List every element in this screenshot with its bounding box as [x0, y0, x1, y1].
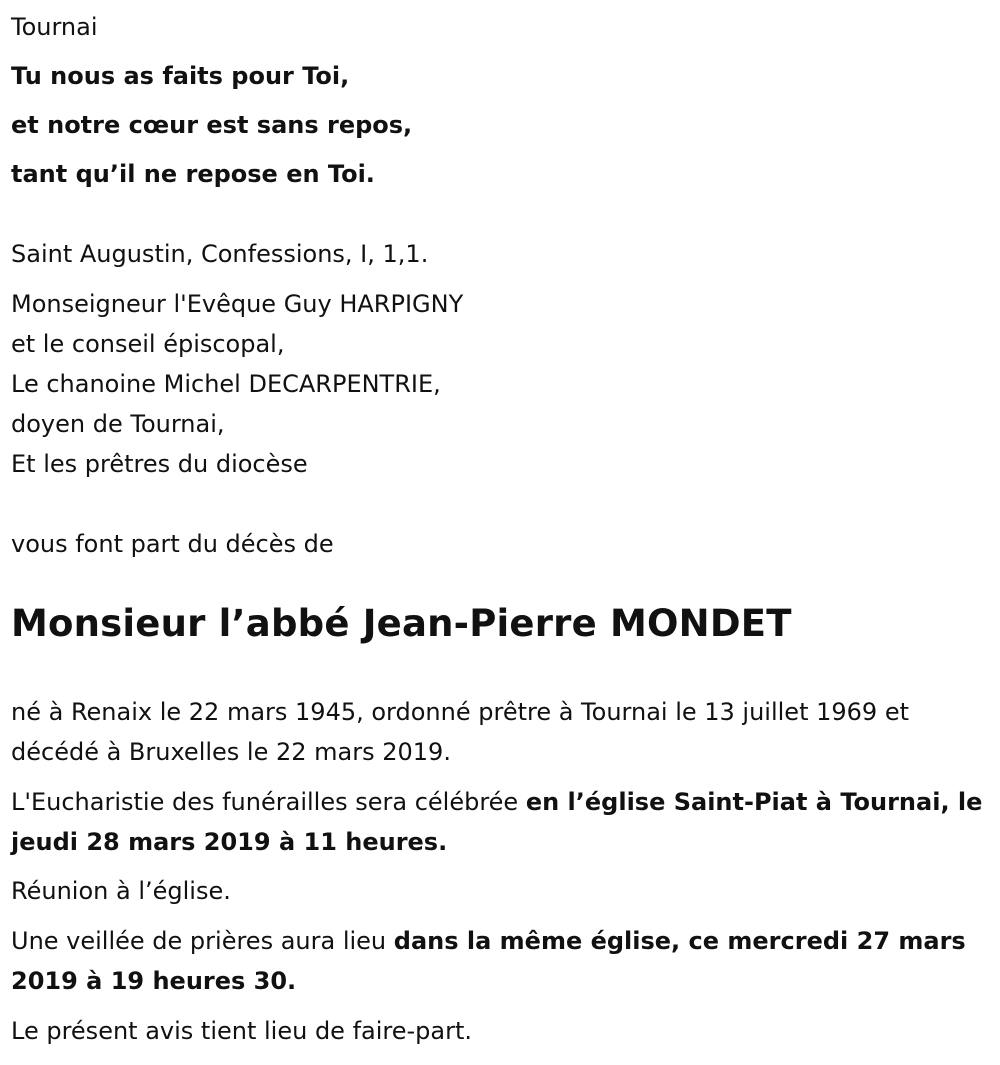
sender-line-2: et le conseil épiscopal, — [11, 330, 285, 358]
vigil-text: Une veillée de prières aura lieu — [11, 927, 394, 955]
sender-line-5: Et les prêtres du diocèse — [11, 450, 308, 478]
funeral-text: L'Eucharistie des funérailles sera célébrée — [11, 788, 526, 816]
sender-line-4: doyen de Tournai, — [11, 410, 225, 438]
quote-source: Saint Augustin, Confessions, I, 1,1. — [11, 240, 429, 268]
location-label: Tournai — [11, 13, 98, 41]
announcement-intro: vous font part du décès de — [11, 530, 334, 558]
quote-line-2: et notre cœur est sans repos, — [11, 111, 413, 139]
sender-line-3: Le chanoine Michel DECARPENTRIE, — [11, 370, 441, 398]
vigil-details: dans la même église, ce mercredi 27 mars 2019 à 19 heures 30. — [11, 927, 966, 995]
quote-line-3: tant qu’il ne repose en Toi. — [11, 160, 375, 188]
notice-paragraph: Le présent avis tient lieu de faire-part. — [11, 1017, 473, 1045]
funeral-details: en l’église Saint-Piat à Tournai, le jeudi 28 mars 2019 à 11 heures. — [11, 788, 983, 856]
birth-death-paragraph: né à Renaix le 22 mars 1945, ordonné prêtre à Tournai le 13 juillet 1969 et décédé à Bruxelles le 22 mars 2019. — [11, 698, 909, 766]
deceased-name: Monsieur l’abbé Jean-Pierre MONDET — [11, 602, 792, 645]
funeral-paragraph — [11, 782, 996, 862]
sender-line-1: Monseigneur l'Evêque Guy HARPIGNY — [11, 290, 464, 318]
vigil-paragraph — [11, 921, 996, 1001]
quote-line-1: Tu nous as faits pour Toi, — [11, 62, 350, 90]
meeting-paragraph: Réunion à l’église. — [11, 877, 231, 905]
